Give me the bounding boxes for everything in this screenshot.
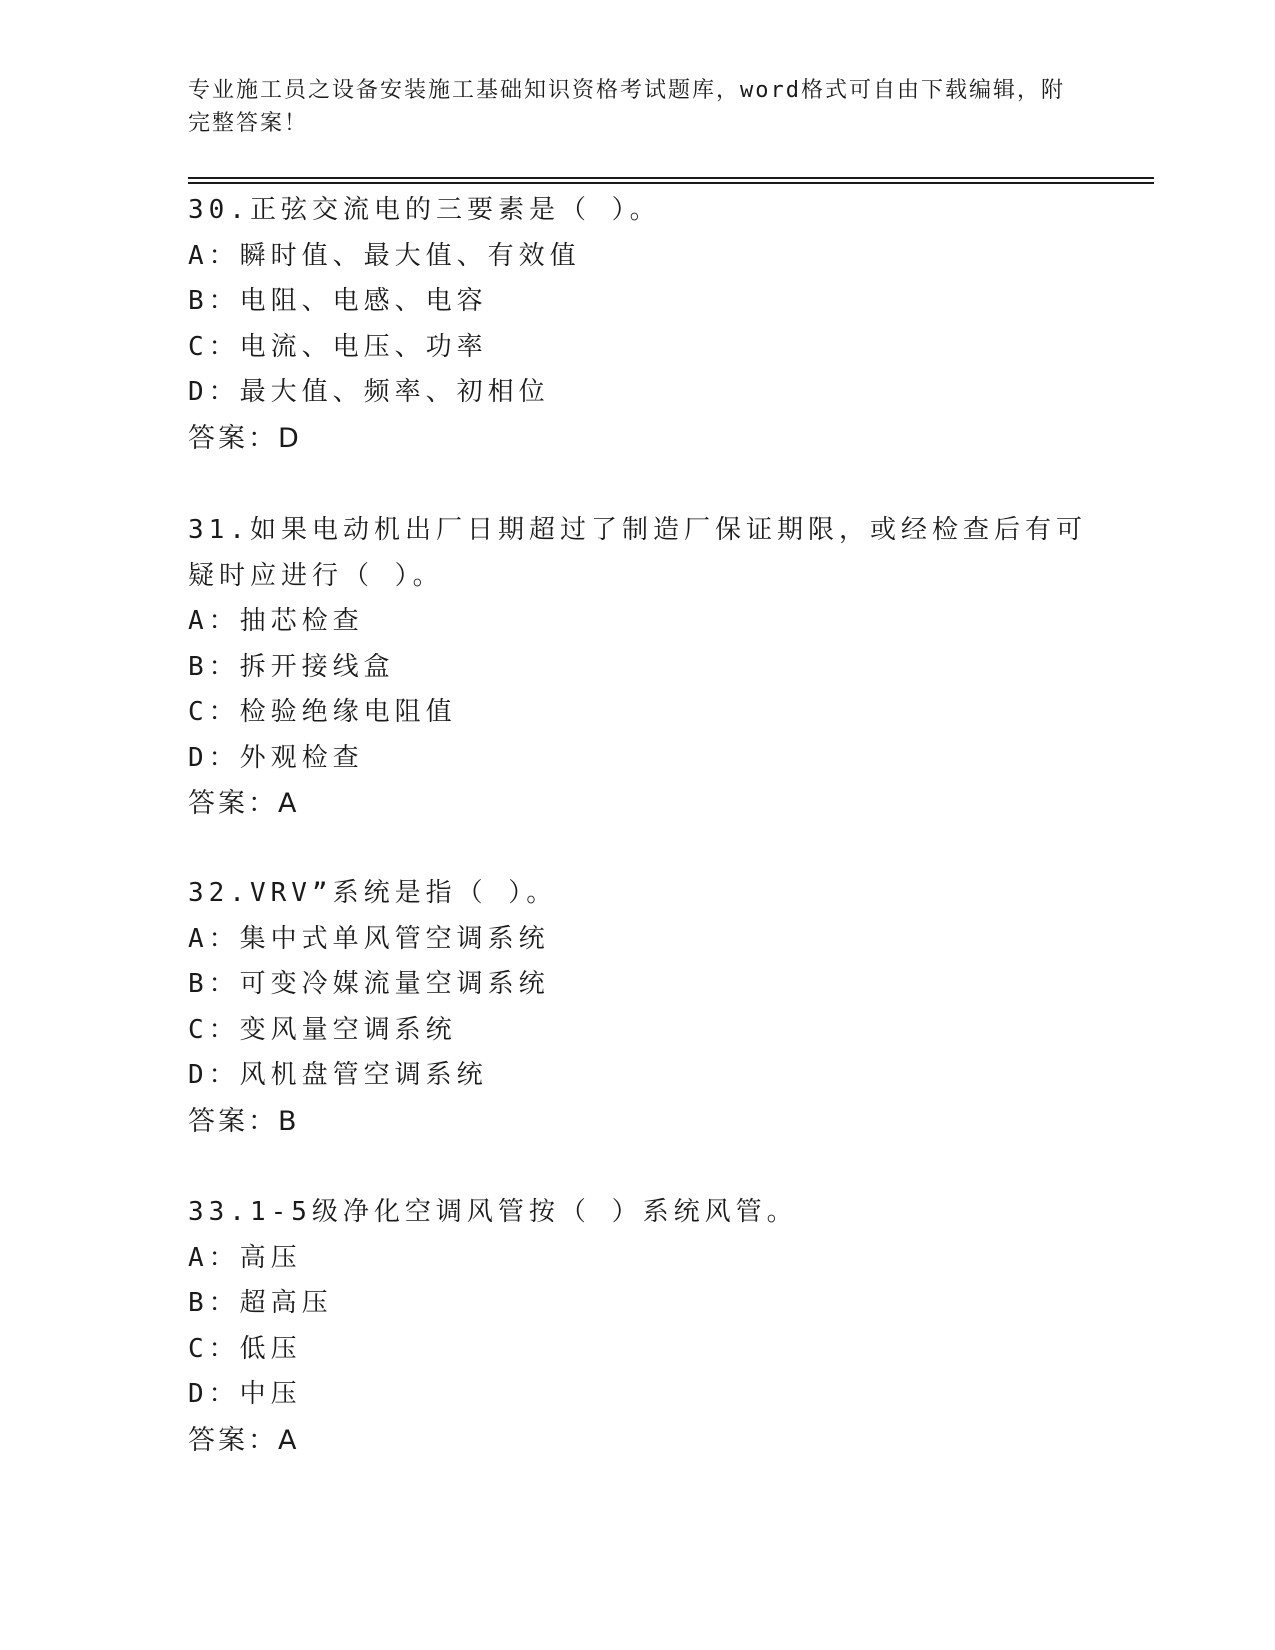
question-stem: 31.如果电动机出厂日期超过了制造厂保证期限，或经检查后有可疑时应进行（ ）。 [188,515,1087,591]
document-header: 专业施工员之设备安装施工基础知识资格考试题库，word格式可自由下载编辑，附完整答案！ [188,78,1065,136]
option-d: D：最大值、频率、初相位 [188,377,550,407]
option-c: C：低压 [188,1333,302,1364]
option-d: D：中压 [188,1379,302,1409]
option-b: B：超高压 [188,1288,333,1318]
option-b: B：可变冷媒流量空调系统 [188,969,550,999]
option-a: A：集中式单风管空调系统 [188,923,550,954]
option-d: D：外观检查 [188,742,364,773]
option-c: C：电流、电压、功率 [188,331,488,362]
question-31 [188,508,1108,827]
question-stem: 32.VRV”系统是指（ ）。 [188,878,558,908]
question-33 [188,1190,1108,1463]
option-b: B：电阻、电感、电容 [188,286,488,316]
header-rule-top [188,177,1154,179]
option-b: B：拆开接线盒 [188,651,395,682]
question-32 [188,871,1108,1144]
option-c: C：变风量空调系统 [188,1014,457,1045]
question-stem: 33.1-5级净化空调风管按（ ）系统风管。 [188,1197,798,1227]
question-stem: 30.正弦交流电的三要素是（ ）。 [188,195,661,225]
option-a: A：高压 [188,1242,302,1273]
answer: 答案：D [188,422,302,454]
answer: 答案：A [188,788,300,819]
option-a: A：瞬时值、最大值、有效值 [188,240,581,271]
answer: 答案：A [188,1424,300,1456]
header-rule-bottom [188,182,1154,184]
answer: 答案：B [188,1105,300,1137]
option-c: C：检验绝缘电阻值 [188,697,457,727]
option-d: D：风机盘管空调系统 [188,1060,488,1090]
question-30 [188,188,1108,461]
option-a: A：抽芯检查 [188,606,364,636]
